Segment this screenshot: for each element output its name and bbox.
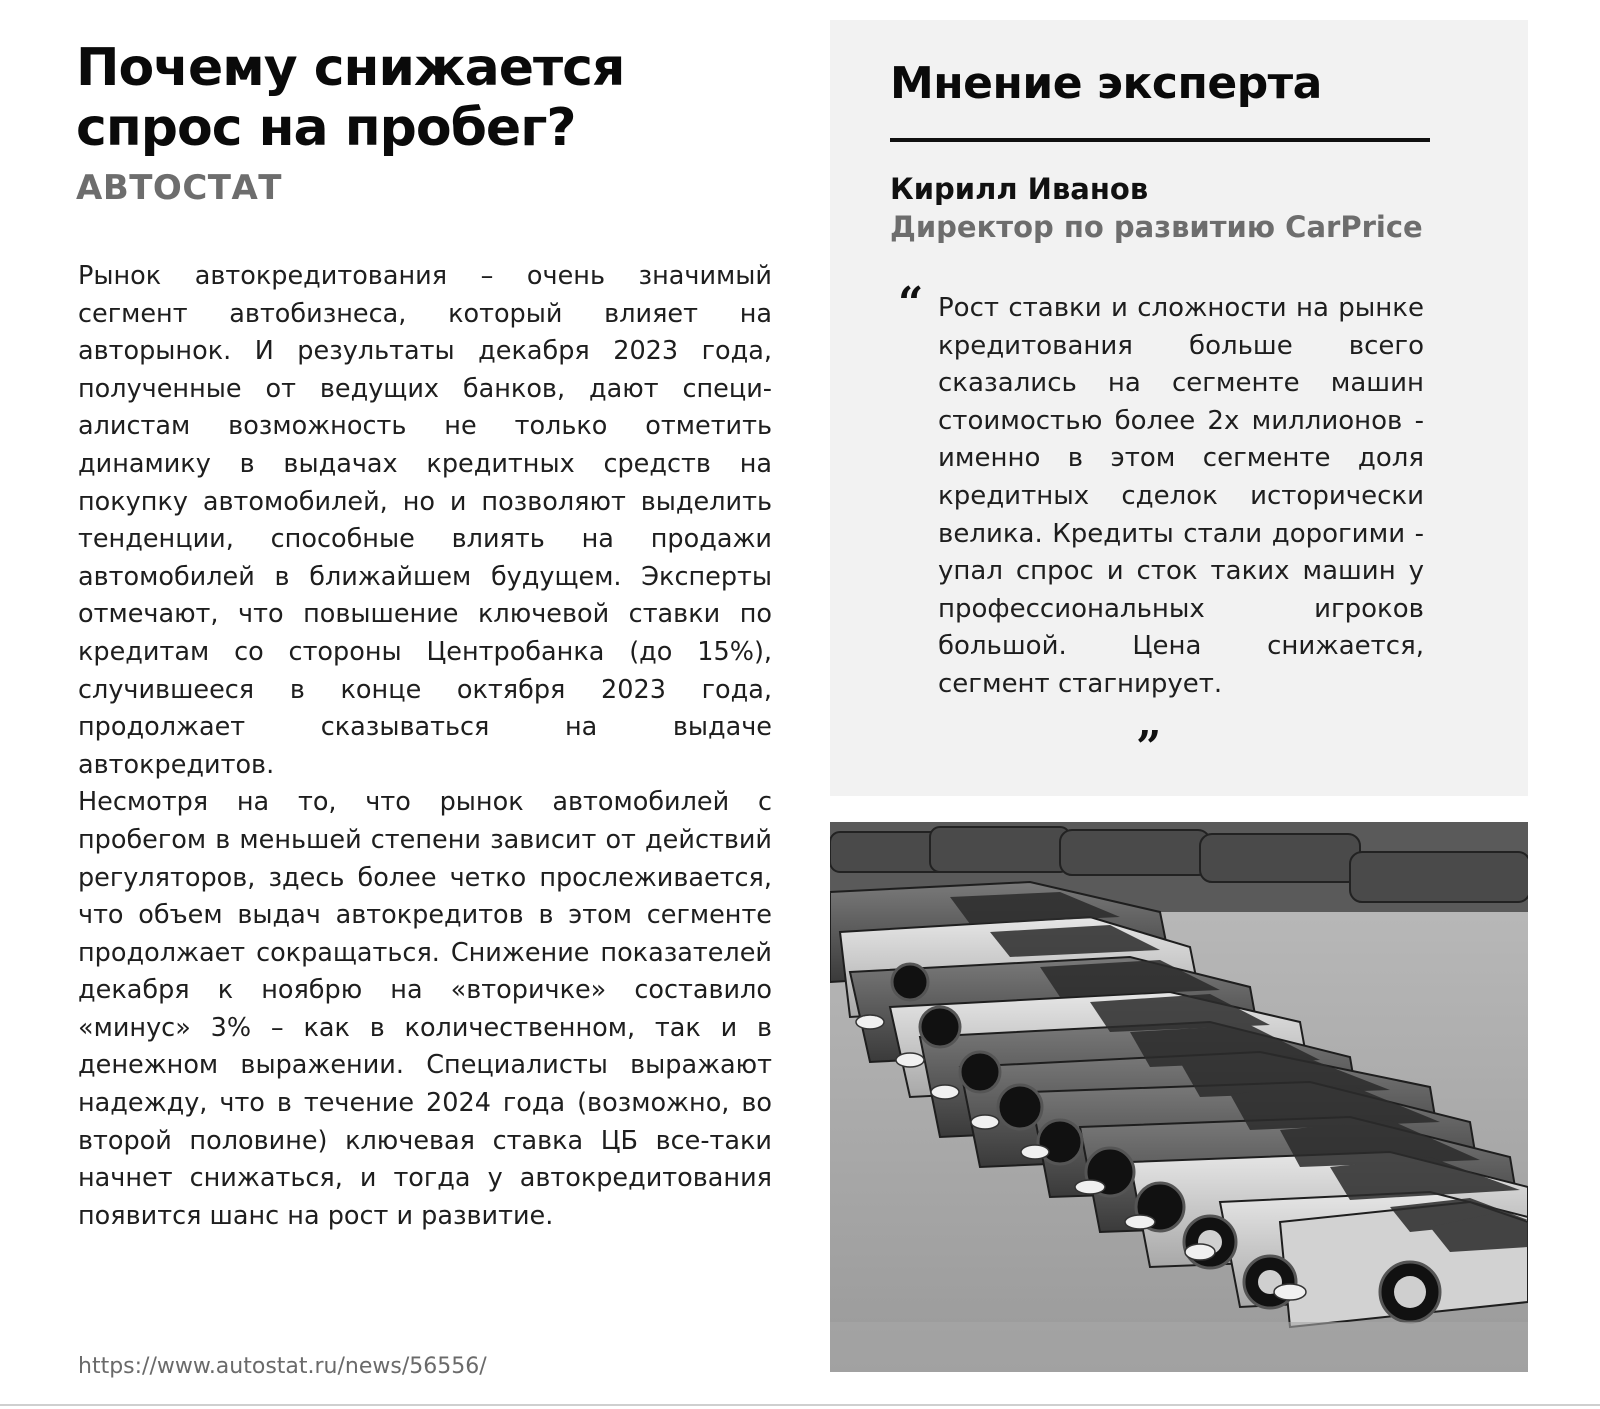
parked-cars-photo	[830, 822, 1528, 1372]
expert-divider	[890, 138, 1430, 142]
article-title: Почему снижается спрос на пробег?	[76, 38, 625, 158]
article-paragraph-2: Несмотря на то, что рынок автомобилей с пробегом в меньшей степени зависит от действий регуляторов, здесь более четко прослеживается, что объем выдач автокредитов в этом сегменте продолжает сокращаться. Снижение показателей декабря к ноябрю на «вторичке» составило «минус» 3% – как в количественном, так и в денежном выражении. Специалисты выражают надежду, что в течение 2024 года (возможно, во второй половине) ключевая ставка ЦБ все-таки начнет снижаться, и тогда у автокредитования появится шанс на рост и развитие.	[78, 787, 772, 1231]
source-url[interactable]: https://www.autostat.ru/news/56556/	[78, 1354, 487, 1379]
expert-role: Директор по развитию CarPrice	[890, 210, 1423, 244]
open-quote-icon: “	[898, 278, 924, 329]
article-paragraph-1: Рынок автокредитования – очень значимый сегмент автобизнеса, который влияет на авторынок. И результаты декабря 2023 года, полученные от ведущих банков, дают специалистам возможность не только отметить динамику в выдачах кредитных средств на покупку автомобилей, но и позволяют выделить тенденции, способные влиять на продажи автомобилей в ближайшем будущем. Эксперты отмечают, что повышение ключевой ставки по кредитам со стороны Центробанка (до 15%), случившееся в конце октября 2023 года, продолжает сказываться на выдаче автокредитов.	[78, 261, 772, 780]
close-quote-icon: ”	[1136, 722, 1162, 773]
bottom-border	[0, 1404, 1600, 1406]
expert-quote: Рост ставки и сложности на рынке кредитования больше всего сказались на сегменте машин стоимостью более 2х миллионов - именно в этом сегменте доля кредитных сделок исторически велика. Кредиты стали дорогими - упал спрос и сток таких машин у профессиональных игроков большой. Цена снижается, сегмент стагнирует.	[938, 293, 1424, 699]
expert-name: Кирилл Иванов	[890, 172, 1149, 206]
expert-heading: Мнение эксперта	[890, 58, 1322, 109]
parked-cars-illustration	[830, 822, 1528, 1372]
expert-opinion-panel	[830, 20, 1528, 796]
article-body	[78, 258, 772, 1235]
article-source: АВТОСТАТ	[76, 168, 282, 208]
